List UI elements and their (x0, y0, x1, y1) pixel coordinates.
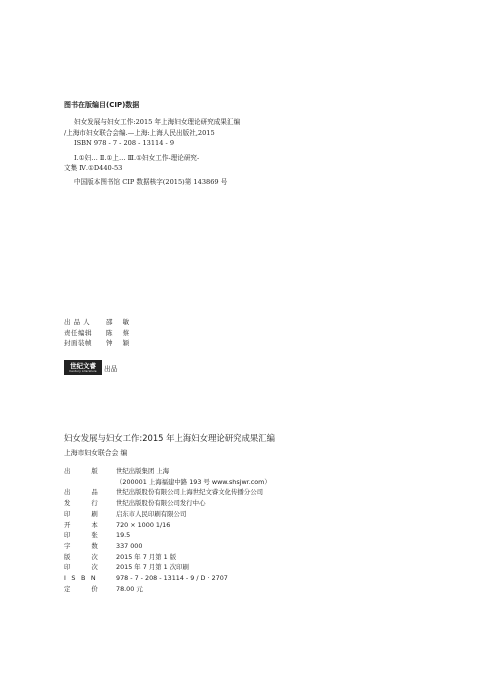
book-title: 妇女发展与妇女工作:2015 年上海妇女理论研究成果汇编 (64, 433, 276, 443)
staff-name: 邵 敏 (106, 318, 134, 326)
colophon-row-sheets (64, 530, 271, 541)
cip-line-editor: /上海市妇女联合会编.—上海:上海人民出版社,2015 (64, 128, 215, 137)
cip-line-subjects: Ⅰ.①妇… Ⅱ.①上… Ⅲ.①妇女工作-理论研究- (74, 153, 200, 162)
colophon-row-publisher (64, 466, 271, 477)
colophon-value: 720 × 1000 1/16 (116, 520, 171, 529)
staff-row-producer (64, 317, 146, 328)
cip-block (64, 100, 240, 188)
colophon-label: 开本 (64, 520, 119, 529)
colophon-label: 定价 (64, 584, 119, 593)
staff-role: 出 品 人 (64, 318, 91, 326)
colophon-label: 印刷 (64, 509, 119, 518)
colophon-value: 19.5 (116, 531, 131, 540)
colophon-row-isbn (64, 573, 271, 584)
colophon-value: 2015 年 7 月第 1 版 (116, 552, 177, 561)
staff-credits (64, 317, 146, 349)
colophon-row-impression (64, 562, 271, 573)
publisher-logo-text: 世纪文睿 (70, 361, 96, 370)
colophon-value: 337 000 (116, 541, 143, 550)
colophon-label: 版次 (64, 552, 119, 561)
colophon-value: 世纪出版股份有限公司发行中心 (116, 499, 206, 508)
publisher-mark (64, 360, 118, 375)
colophon-row-format (64, 520, 271, 531)
staff-row-cover-design (64, 338, 146, 349)
colophon-label: 发行 (64, 499, 119, 508)
colophon-value: 世纪出版集团 上海 (116, 467, 170, 475)
colophon-row-address (64, 477, 271, 488)
colophon-value: 2015 年 7 月第 1 次印刷 (116, 563, 189, 572)
cip-line-title: 妇女发展与妇女工作:2015 年上海妇女理论研究成果汇编 (74, 118, 241, 127)
publisher-logo-icon (64, 360, 102, 375)
book-author: 上海市妇女联合会 编 (64, 449, 128, 457)
colophon-value: 世纪出版股份有限公司上海世纪文睿文化传播分公司 (116, 488, 263, 497)
colophon-row-producer (64, 487, 271, 498)
colophon-label: 印次 (64, 563, 119, 572)
staff-name: 陈 蔡 (106, 328, 134, 337)
cip-line-classification: 文集 Ⅳ.①D440-53 (64, 164, 123, 173)
colophon-label: 字数 (64, 541, 119, 550)
colophon-label: 印张 (64, 531, 119, 540)
colophon-label (64, 477, 116, 488)
colophon (64, 466, 271, 594)
colophon-row-edition (64, 552, 271, 563)
colophon-row-price (64, 584, 271, 595)
colophon-value: 978 - 7 - 208 - 13114 - 9 / D · 2707 (116, 574, 228, 583)
staff-role: 责任编辑 (64, 328, 92, 337)
colophon-value: 78.00 元 (116, 584, 143, 593)
colophon-label: ISBN (64, 574, 102, 583)
staff-name: 钟 颖 (106, 339, 134, 348)
colophon-value: （200001 上海福建中路 193 号 www.shsjwr.com） (116, 477, 271, 486)
publisher-logo-subtext: Century Literature (69, 369, 97, 373)
staff-row-editor (64, 328, 146, 339)
cip-line-isbn: ISBN 978 - 7 - 208 - 13114 - 9 (74, 139, 175, 148)
colophon-row-word-count (64, 541, 271, 552)
book-info (64, 432, 275, 457)
cip-heading: 图书在版编目(CIP)数据 (64, 101, 140, 109)
publisher-mark-suffix: 出品 (104, 364, 118, 373)
colophon-label: 出品 (64, 488, 119, 497)
staff-role: 封面装帧 (64, 339, 92, 348)
colophon-label: 出版 (64, 467, 119, 475)
colophon-value: 启东市人民印刷有限公司 (116, 509, 187, 518)
cip-line-record-number: 中国版本图书馆 CIP 数据核字(2015)第 143869 号 (74, 178, 228, 187)
colophon-row-printer (64, 509, 271, 520)
colophon-row-distributor (64, 498, 271, 509)
